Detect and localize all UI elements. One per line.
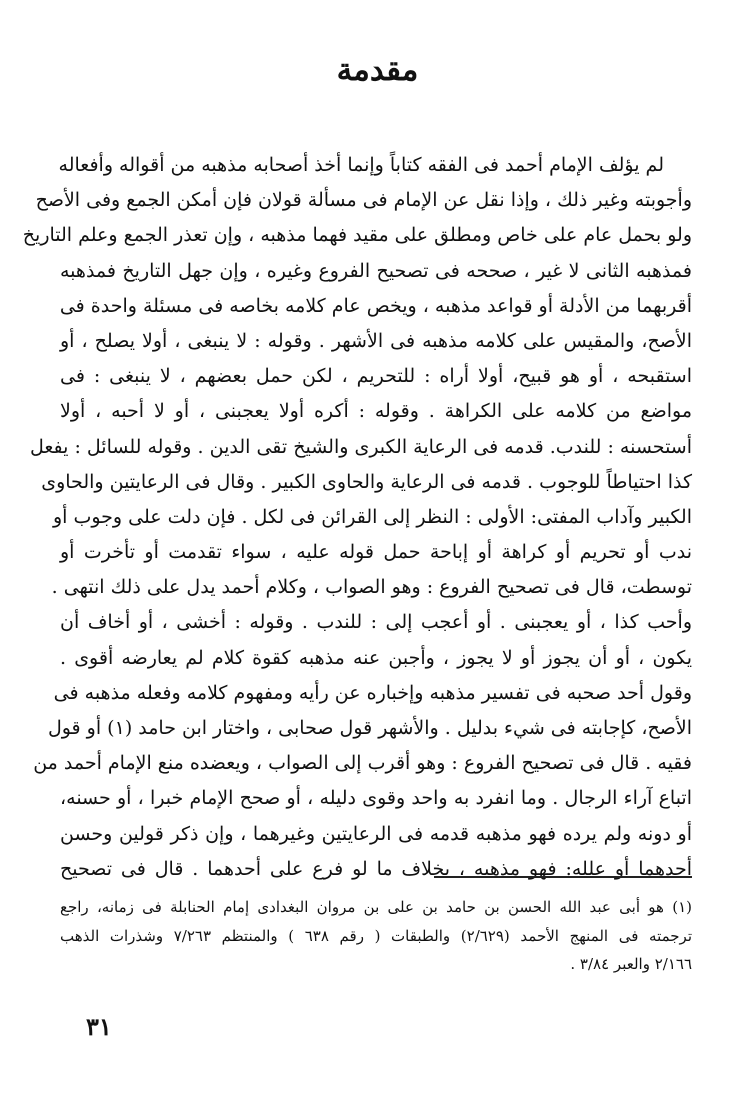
body-line: وقول أحد صحبه فى تفسير مذهبه وإخباره عن رأيه ومفهوم كلامه وفعله مذهبه فى [53,681,692,704]
footnote-line: (١) هو أبى عبد الله الحسن بن حامد بن على بن مروان البغدادى إمام الحنابلة فى زمانه، راجع [60,898,692,916]
body-line: أقربهما من الأدلة أو قواعد مذهبه ، ويخص عام كلامه بخاصه فى مسئلة واحدة فى [59,294,692,317]
body-text [22,148,692,887]
body-line: لم يؤلف الإمام أحمد فى الفقه كتاباً وإنما أخذ أصحابه مذهبه من أقواله وأفعاله [58,154,664,176]
footnote-separator [434,876,692,878]
page-title: مقدمة [336,52,419,88]
body-line: ندب أو تحريم أو كراهة أو إباحة حمل قوله عليه ، سواء تقدمت أو تأخرت أو [60,541,692,564]
body-line: استقبحه ، أو هو قبيح، أولا أراه : للتحريم ، لكن حمل بعضهم ، لا ينبغى : فى [60,365,692,388]
body-line: أستحسنه : للندب. قدمه فى الرعاية الكبرى والشيخ تقى الدين . وقوله للسائل : يفعل [29,435,692,458]
body-line: الكبير وآداب المفتى: الأولى : النظر إلى القرائن فى لكل . فإن دلت على وجوب أو [52,505,692,528]
body-line: ولو بحمل عام على خاص ومطلق على مقيد فهما مذهبه ، وإن تعذر الجمع وعلم التاريخ [22,224,692,247]
body-line: الأصح، والمقيس على كلامه مذهبه فى الأشهر . وقوله : لا ينبغى ، أولا يصلح ، أو [60,329,692,352]
body-line: يكون ، أو أن يجوز أو لا يجوز ، وأجبن عنه مذهبه كقوة كلام لم يعارضه أقوى . [60,646,692,669]
body-line: مواضع من كلامه على الكراهة . وقوله : أكره أولا يعجبنى ، أو لا أحبه ، أولا [60,400,692,423]
body-line: توسطت، قال فى تصحيح الفروع : وهو الصواب ، وكلام أحمد يدل على ذلك انتهى . [51,576,692,599]
footnote-line: ٢/١٦٦ والعبر ٣/٨٤ . [570,955,692,973]
body-line: كذا احتياطاً للوجوب . قدمه فى الرعاية والحاوى الكبير . وقال فى الرعايتين والحاوى [41,470,692,493]
body-line: فمذهبه الثانى لا غير ، صححه فى تصحيح الفروع وغيره ، وإن جهل التاريخ فمذهبه [60,259,692,282]
body-line: أحدهما أو علله: فهو مذهبه ، بخلاف ما لو فرع على أحدهما . قال فى تصحيح [60,857,692,880]
page-number: ٣١ [86,1012,112,1041]
body-line: وأجوبته وغير ذلك ، وإذا نقل عن الإمام فى مسألة قولان فإن أمكن الجمع وفى الأصح [35,189,692,212]
footnote-line: ترجمته فى المنهج الأحمد (٢/٦٢٩) والطبقات ( رقم ٦٣٨ ) والمنتظم ٧/٢٦٣ وشذرات الذهب [60,926,692,945]
body-line: فقيه . قال فى تصحيح الفروع : وهو أقرب إلى الصواب ، ويعضده منع الإمام أحمد من [33,752,692,775]
body-line: الأصح، كإجابته فى شيء بدليل . والأشهر قول صحابى ، واختار ابن حامد (١) أو قول [47,717,692,739]
body-line: اتباع آراء الرجال . وما انفرد به واحد وقوى دليله ، أو صحح الإمام خبرا ، أو حسنه، [60,787,692,810]
body-line: أو دونه ولم يرده فهو مذهبه قدمه فى الرعايتين وغيرهما ، وإن ذكر قولين وحسن [60,822,692,845]
footnotes [60,893,692,979]
body-line: وأحب كذا ، أو يعجبنى . أو أعجب إلى : للندب . وقوله : أخشى ، أو أخاف أن [60,611,692,634]
